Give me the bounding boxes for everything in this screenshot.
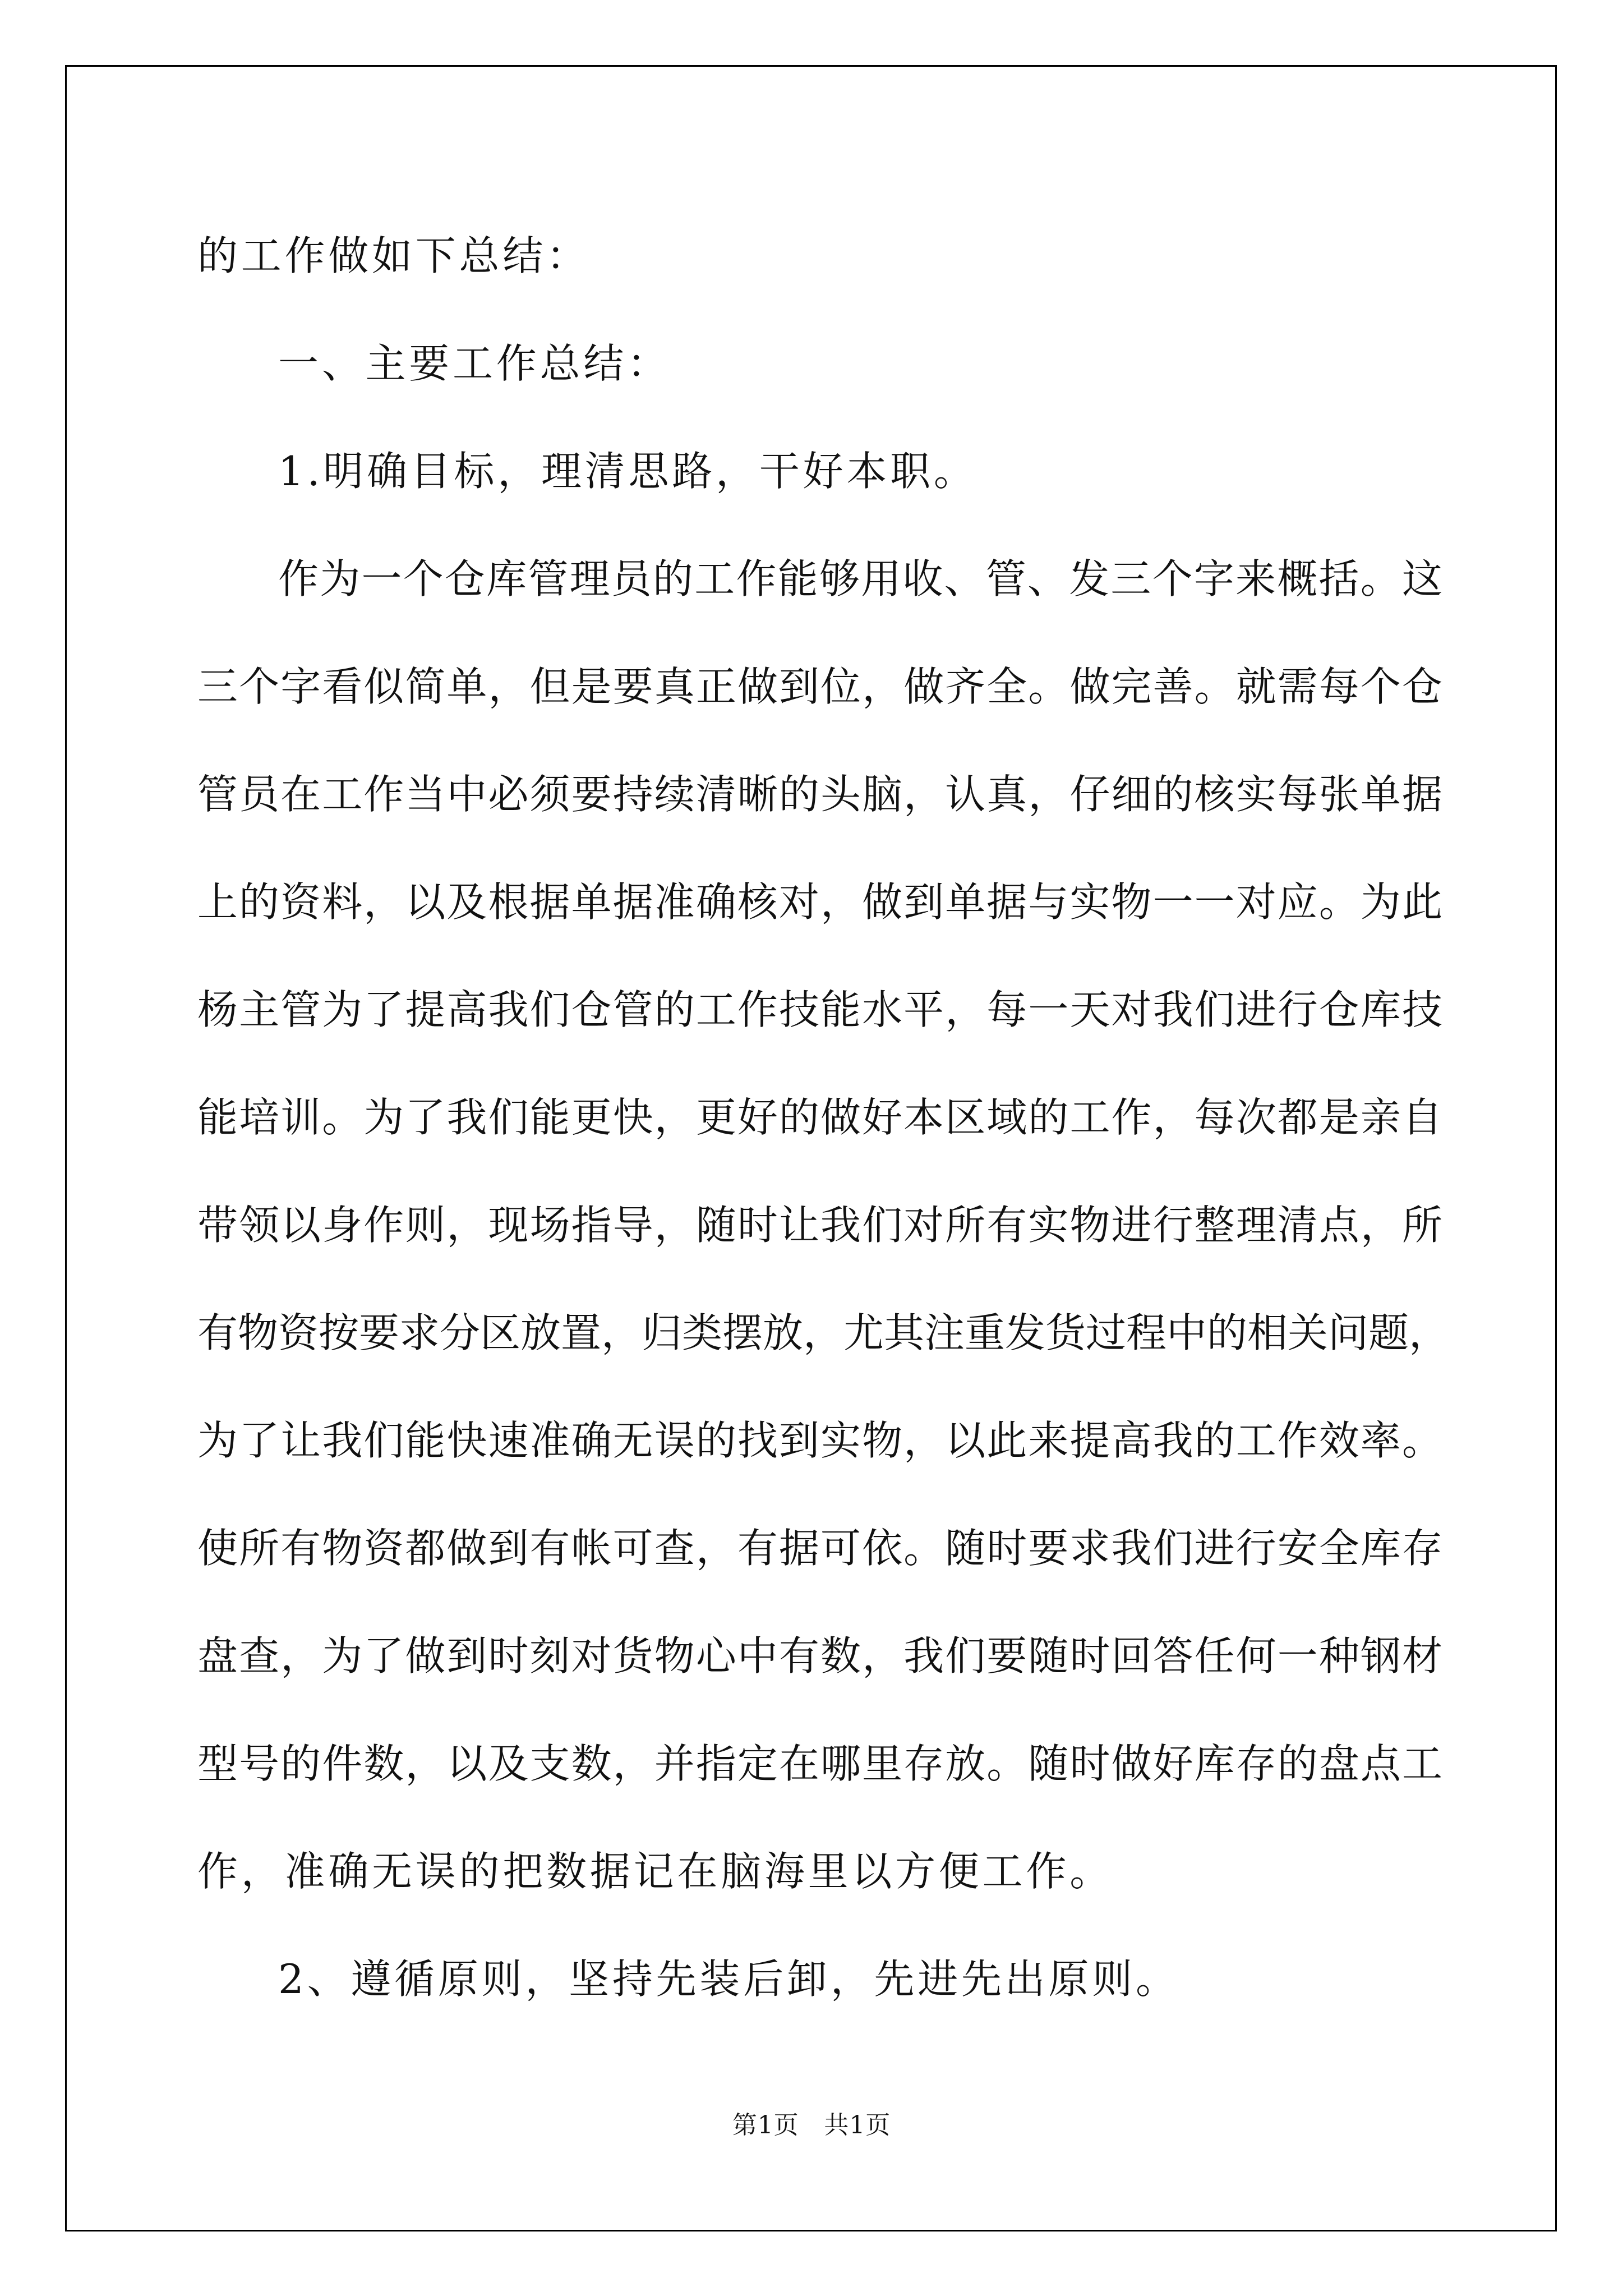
text-line: 作为一个仓库管理员的工作能够用收、管、发三个字来概括。这: [278, 555, 1442, 602]
text-line: 的工作做如下总结：: [197, 232, 590, 279]
text-line: 管员在工作当中必须要持续清晰的头脑，认真，仔细的核实每张单据: [197, 771, 1442, 818]
subsection-heading: 1.明确目标，理清思路，干好本职。: [278, 448, 978, 495]
text-line: 作，准确无误的把数据记在脑海里以方便工作。: [197, 1848, 1113, 1895]
text-line: 使所有物资都做到有帐可查，有据可依。随时要求我们进行安全库存: [197, 1525, 1442, 1572]
page-number-footer: 第1页 共1页: [732, 2111, 891, 2139]
text-line: 带领以身作则，现场指导，随时让我们对所有实物进行整理清点，所: [197, 1202, 1442, 1249]
text-line: 三个字看似简单，但是要真正做到位，做齐全。做完善。就需每个仓: [197, 663, 1442, 710]
text-line: 能培训。为了我们能更快，更好的做好本区域的工作，每次都是亲自: [197, 1094, 1442, 1141]
text-line: 为了让我们能快速准确无误的找到实物，以此来提高我的工作效率。: [197, 1417, 1442, 1464]
document-body: [197, 202, 1450, 2033]
text-line: 杨主管为了提高我们仓管的工作技能水平，每一天对我们进行仓库技: [197, 986, 1442, 1033]
section-heading: 一、主要工作总结：: [278, 340, 671, 387]
text-line: 有物资按要求分区放置，归类摆放，尤其注重发货过程中的相关问题，: [197, 1309, 1450, 1356]
subsection-heading: 2、遵循原则，坚持先装后卸，先进先出原则。: [278, 1955, 1179, 2003]
text-line: 盘查，为了做到时刻对货物心中有数，我们要随时回答任何一种钢材: [197, 1632, 1442, 1680]
text-line: 型号的件数，以及支数，并指定在哪里存放。随时做好库存的盘点工: [197, 1740, 1442, 1787]
text-line: 上的资料，以及根据单据准确核对，做到单据与实物一一对应。为此: [197, 878, 1442, 926]
